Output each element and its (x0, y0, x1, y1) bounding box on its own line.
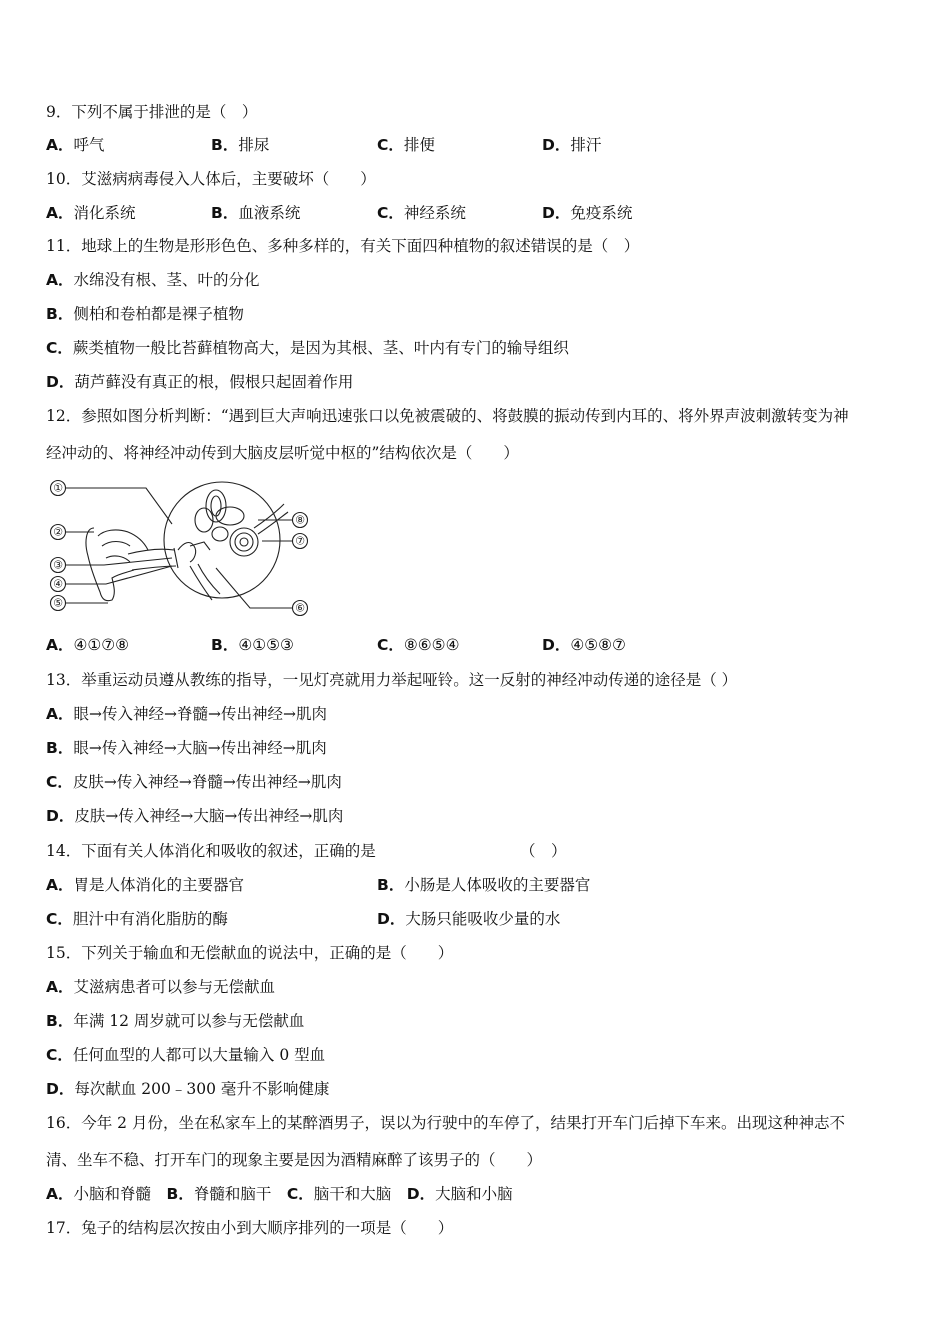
option-text: ④①⑤③ (238, 636, 294, 654)
q11-option-d (46, 372, 353, 392)
option-text: ⑧⑥⑤④ (403, 636, 460, 654)
option-label: B． (211, 636, 239, 654)
question-9-stem: 9．下列不属于排泄的是（ ） (46, 103, 258, 121)
option-label: B． (46, 739, 74, 757)
option-label: A． (46, 876, 74, 894)
option-label: B． (46, 1012, 74, 1030)
q9-option-c (377, 135, 435, 155)
option-text: 排尿 (238, 136, 270, 154)
option-text: 胆汁中有消化脂肪的酶 (72, 910, 228, 928)
figure-label-5: ⑤ (53, 596, 63, 610)
q13-option-a (46, 704, 327, 724)
q15-option-a (46, 977, 275, 997)
option-text: 脊髓和脑干 (193, 1185, 272, 1203)
figure-label-6: ⑥ (295, 601, 305, 615)
option-text: 神经系统 (403, 204, 466, 222)
option-text: 葫芦藓没有真正的根，假根只起固着作用 (74, 373, 354, 391)
q12-option-a (46, 635, 129, 655)
option-text: 小肠是人体吸收的主要器官 (404, 876, 591, 894)
option-label: D． (542, 136, 571, 154)
q13-option-d (46, 806, 343, 826)
option-label: D． (46, 1080, 75, 1098)
option-label: C． (377, 136, 404, 154)
q11-option-a (46, 270, 260, 290)
option-text: 排汗 (570, 136, 602, 154)
q15-option-b (46, 1011, 304, 1031)
option-text: 血液系统 (238, 204, 301, 222)
option-text: 消化系统 (73, 204, 136, 222)
q14-option-d (377, 909, 560, 929)
option-label: B． (211, 136, 239, 154)
option-text: 脑干和大脑 (313, 1185, 392, 1203)
question-16-stem-line1: 16．今年 2 月份，坐在私家车上的某醉酒男子，误以为行驶中的车停了，结果打开车门后掉下车来。出现这种神志不 (46, 1114, 845, 1132)
option-text: 眼→传入神经→大脑→传出神经→肌肉 (73, 739, 327, 757)
question-16-stem-line2: 清、坐车不稳、打开车门的现象主要是因为酒精麻醉了该男子的（ ） (46, 1151, 543, 1169)
option-text: 侧柏和卷柏都是裸子植物 (73, 305, 244, 323)
q14-option-a (46, 875, 244, 895)
option-label: C． (46, 1046, 73, 1064)
figure-label-4: ④ (53, 577, 63, 591)
q12-option-b (211, 635, 294, 655)
option-label: D． (377, 910, 406, 928)
option-text: 皮肤→传入神经→脊髓→传出神经→肌肉 (72, 773, 342, 791)
figure-label-1: ① (53, 481, 63, 495)
option-text: ④①⑦⑧ (73, 636, 130, 654)
option-text: 年满 12 周岁就可以参与无偿献血 (73, 1012, 305, 1030)
option-text: 蕨类植物一般比苔藓植物高大，是因为其根、茎、叶内有专门的输导组织 (72, 339, 569, 357)
q9-option-d (542, 135, 601, 155)
option-text: 免疫系统 (570, 204, 633, 222)
option-text: 眼→传入神经→脊髓→传出神经→肌肉 (73, 705, 327, 723)
option-text: 大肠只能吸收少量的水 (405, 910, 561, 928)
q15-option-d (46, 1079, 329, 1099)
question-11-stem: 11．地球上的生物是形形色色、多种多样的，有关下面四种植物的叙述错误的是（ ） (46, 237, 640, 255)
q11-option-c (46, 338, 569, 358)
option-label: A． (46, 636, 74, 654)
option-label: A． (46, 204, 74, 222)
option-label: D． (46, 373, 75, 391)
figure-label-2: ② (53, 525, 63, 539)
option-text: 排便 (403, 136, 435, 154)
option-text: 皮肤→传入神经→大脑→传出神经→肌肉 (74, 807, 344, 825)
q10-option-d (542, 203, 632, 223)
option-label: C． (46, 910, 73, 928)
q12-option-d (542, 635, 626, 655)
option-label: B． (211, 204, 239, 222)
option-text: 任何血型的人都可以大量输入 0 型血 (72, 1046, 326, 1064)
option-label: A． (46, 705, 74, 723)
q11-option-b (46, 304, 244, 324)
question-17-stem: 17．兔子的结构层次按由小到大顺序排列的一项是（ ） (46, 1219, 454, 1237)
option-text: ④⑤⑧⑦ (570, 636, 626, 654)
option-label: A． (46, 271, 74, 289)
option-text: 小脑和脊髓 (73, 1185, 152, 1203)
option-label: D． (542, 204, 571, 222)
q14-option-c (46, 909, 228, 929)
option-label: A． (46, 978, 74, 996)
q14-option-b (377, 875, 590, 895)
option-label: B． (166, 1185, 194, 1203)
option-label: C． (377, 204, 404, 222)
option-text: 大脑和小脑 (435, 1185, 513, 1203)
option-label: B． (377, 876, 405, 894)
question-14-answer-paren: （ ） (520, 842, 567, 860)
option-label: C． (377, 636, 404, 654)
question-15-stem: 15．下列关于输血和无偿献血的说法中，正确的是（ ） (46, 944, 454, 962)
q16-options-row (46, 1184, 513, 1204)
q10-option-b (211, 203, 300, 223)
q12-option-c (377, 635, 459, 655)
q13-option-b (46, 738, 327, 758)
option-label: C． (46, 773, 73, 791)
option-label: C． (46, 339, 73, 357)
question-12-stem-line2: 经冲动的、将神经冲动传到大脑皮层听觉中枢的”结构依次是（ ） (46, 444, 519, 462)
option-label: A． (46, 1185, 74, 1203)
option-label: D． (406, 1185, 436, 1203)
option-text: 水绵没有根、茎、叶的分化 (73, 271, 260, 289)
ear-structure-figure (44, 476, 316, 620)
question-12-stem-line1: 12．参照如图分析判断：“遇到巨大声响迅速张口以免被震破的、将鼓膜的振动传到内耳的、将外界声波刺激转变为神 (46, 407, 849, 425)
q10-option-c (377, 203, 466, 223)
q9-option-b (211, 135, 269, 155)
option-label: A． (46, 136, 74, 154)
option-text: 每次献血 200﹣300 毫升不影响健康 (74, 1080, 330, 1098)
question-13-stem: 13．举重运动员遵从教练的指导，一见灯亮就用力举起哑铃。这一反射的神经冲动传递的途径是（ ） (46, 671, 738, 689)
q13-option-c (46, 772, 342, 792)
option-text: 胃是人体消化的主要器官 (73, 876, 245, 894)
figure-label-7: ⑦ (295, 534, 305, 548)
q15-option-c (46, 1045, 325, 1065)
option-text: 呼气 (73, 136, 105, 154)
question-14-stem: 14．下面有关人体消化和吸收的叙述，正确的是 (46, 842, 376, 860)
option-text: 艾滋病患者可以参与无偿献血 (73, 978, 276, 996)
figure-label-3: ③ (53, 558, 63, 572)
option-label: C． (286, 1185, 314, 1203)
figure-label-8: ⑧ (295, 513, 305, 527)
question-10-stem: 10．艾滋病病毒侵入人体后，主要破坏（ ） (46, 170, 376, 188)
q10-option-a (46, 203, 136, 223)
option-label: D． (542, 636, 571, 654)
option-label: B． (46, 305, 74, 323)
q9-option-a (46, 135, 105, 155)
option-label: D． (46, 807, 75, 825)
